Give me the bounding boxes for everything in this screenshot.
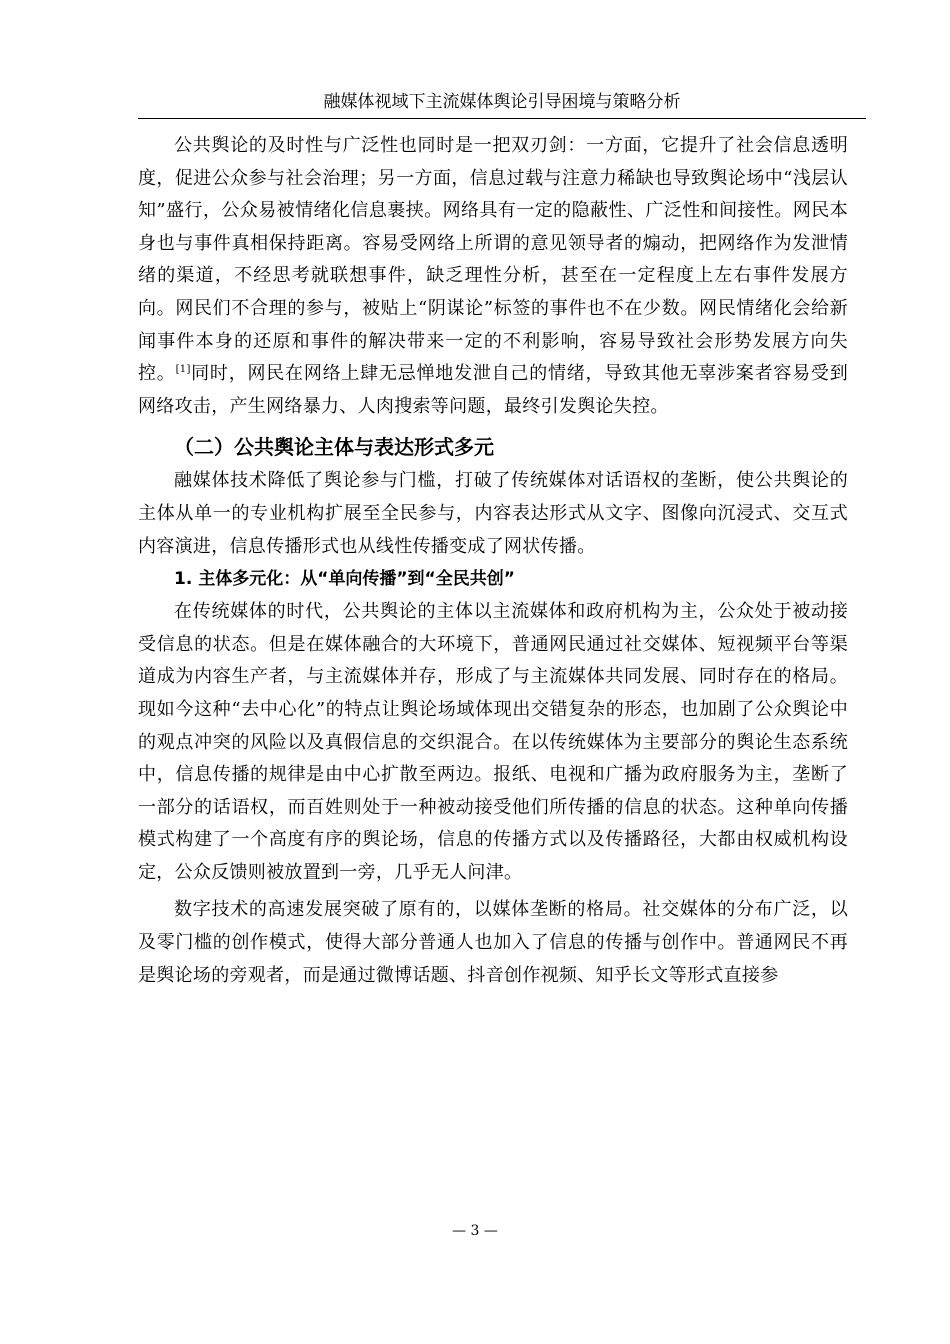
section-heading: （二）公共舆论主体与表达形式多元 bbox=[174, 435, 494, 460]
page-number: — 3 — bbox=[452, 1223, 498, 1239]
running-header-title: 融媒体视域下主流媒体舆论引导困境与策略分析 bbox=[323, 92, 681, 112]
header-rule bbox=[138, 118, 866, 119]
paragraph-1-text-continued: 同时，网民在网络上肆无忌惮地发泄自己的情绪，导致其他无辜涉案者容易受到网络攻击，产生网络暴力、人肉搜索等问题，最终引发舆论失控。 bbox=[138, 363, 849, 417]
citation-marker[interactable]: [1] bbox=[175, 364, 191, 376]
paragraph-1-text: 公共舆论的及时性与广泛性也同时是一把双刃剑：一方面，它提升了社会信息透明度，促进公众参与社会治理；另一方面，信息过载与注意力稀缺也导致舆论场中“浅层认知”盛行，公众易被情绪化信息裹挟。网络具有一定的隐蔽性、广泛性和间接性。网民本身也与事件真相保持距离。容易受网络上所谓的意见领导者的煽动，把网络作为发泄情绪的渠道，不经思考就联想事件，缺乏理性分析，甚至在一定程度上左右事件发展方向。网民们不合理的参与，被贴上“阴谋论”标签的事件也不在少数。网民情绪化会给新闻事件本身的还原和事件的解决带来一定的不利影响，容易导致社会形势发展方向失控。 bbox=[138, 135, 848, 385]
paragraph-1 bbox=[138, 130, 848, 423]
paragraph-2: 融媒体技术降低了舆论参与门槛，打破了传统媒体对话语权的垄断，使公共舆论的主体从单一的专业机构扩展至全民参与，内容表达形式从文字、图像向沉浸式、交互式内容演进，信息传播形式也从线性传播变成了网状传播。 bbox=[138, 470, 848, 557]
paragraph-3: 在传统媒体的时代，公共舆论的主体以主流媒体和政府机构为主，公众处于被动接受信息的状态。但是在媒体融合的大环境下，普通网民通过社交媒体、短视频平台等渠道成为内容生产者，与主流媒体并存，形成了与主流媒体共同发展、同时存在的格局。现如今这种“去中心化”的特点让舆论场域体现出交错复杂的形态，也加剧了公众舆论中的观点冲突的风险以及真假信息的交织混合。在以传统媒体为主要部分的舆论生态系统中，信息传播的规律是由中心扩散至两边。报纸、电视和广播为政府服务为主，垄断了一部分的话语权，而百姓则处于一种被动接受他们所传播的信息的状态。这种单向传播模式构建了一个高度有序的舆论场，信息的传播方式以及传播路径，大都由权威机构设定，公众反馈则被放置到一旁，几乎无人问津。 bbox=[138, 601, 848, 883]
body-text bbox=[138, 130, 848, 992]
paragraph-4: 数字技术的高速发展突破了原有的，以媒体垄断的格局。社交媒体的分布广泛，以及零门槛的创作模式，使得大部分普通人也加入了信息的传播与创作中。普通网民不再是舆论场的旁观者，而是通过微博话题、抖音创作视频、知乎长文等形式直接参 bbox=[138, 899, 848, 986]
sub-heading: 1. 主体多元化：从“单向传播”到“全民共创” bbox=[174, 569, 515, 590]
